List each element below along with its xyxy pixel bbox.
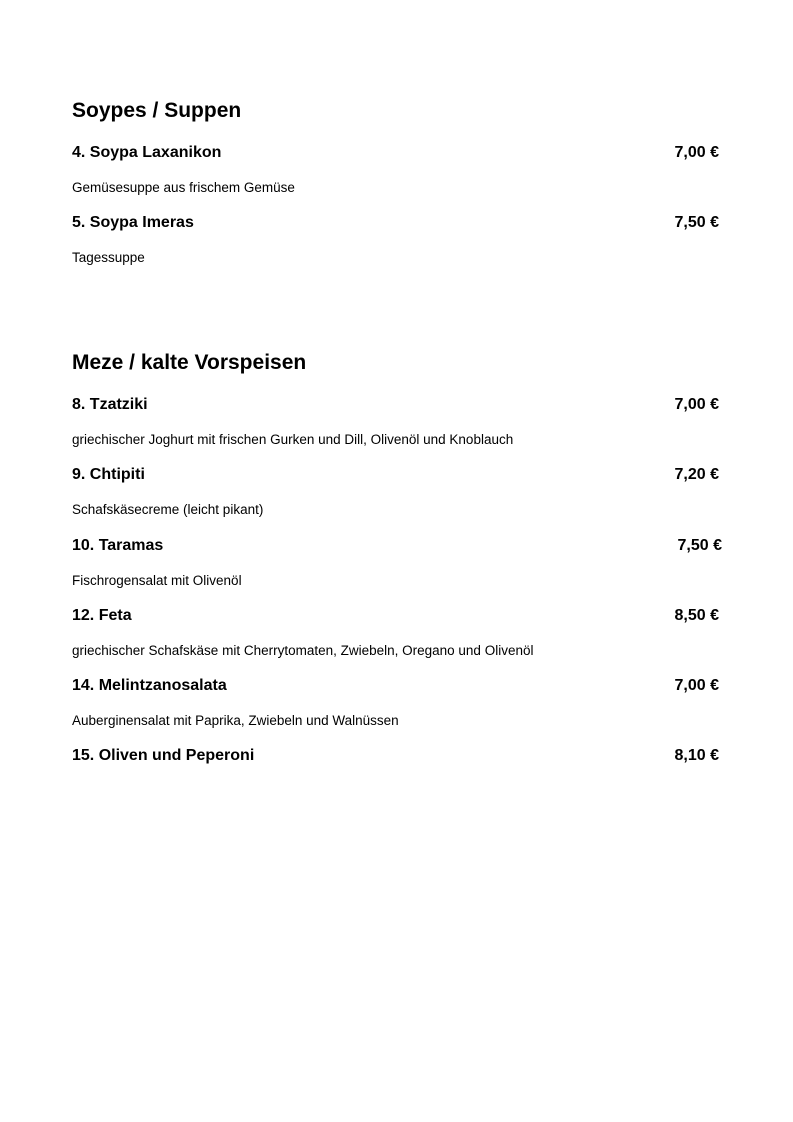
item-description: griechischer Joghurt mit frischen Gurken und Dill, Olivenöl und Knoblauch	[72, 432, 514, 447]
section-title-soups: Soypes / Suppen	[72, 99, 242, 122]
item-price: 7,00 €	[674, 677, 719, 694]
item-name: 15. Oliven und Peperoni	[72, 747, 255, 764]
menu-item-feta	[72, 605, 719, 627]
menu-item-chtipiti	[72, 464, 719, 486]
item-description: Auberginensalat mit Paprika, Zwiebeln und Walnüssen	[72, 713, 399, 728]
item-price: 7,00 €	[674, 144, 719, 161]
menu-item-soypa-imeras	[72, 212, 719, 234]
menu-item-tzatziki	[72, 394, 719, 416]
item-description: Schafskäsecreme (leicht pikant)	[72, 502, 264, 517]
item-name: 12. Feta	[72, 607, 132, 624]
item-name: 8. Tzatziki	[72, 396, 148, 413]
section-title-cold-starters: Meze / kalte Vorspeisen	[72, 351, 307, 374]
item-name: 5. Soypa Imeras	[72, 214, 194, 231]
item-description: griechischer Schafskäse mit Cherrytomaten, Zwiebeln, Oregano und Olivenöl	[72, 643, 534, 658]
item-price: 7,20 €	[674, 466, 719, 483]
item-name: 4. Soypa Laxanikon	[72, 144, 222, 161]
item-price: 7,50 €	[677, 537, 722, 554]
item-price: 7,50 €	[674, 214, 719, 231]
item-price: 7,00 €	[674, 396, 719, 413]
item-description: Fischrogensalat mit Olivenöl	[72, 573, 242, 588]
item-name: 9. Chtipiti	[72, 466, 145, 483]
menu-item-melintzanosalata	[72, 675, 719, 697]
menu-item-soypa-laxanikon	[72, 142, 719, 164]
menu-item-oliven-peperoni	[72, 745, 719, 767]
item-name: 14. Melintzanosalata	[72, 677, 227, 694]
item-description: Tagessuppe	[72, 250, 145, 265]
item-price: 8,10 €	[674, 747, 719, 764]
item-price: 8,50 €	[674, 607, 719, 624]
menu-item-taramas	[72, 535, 722, 557]
item-name: 10. Taramas	[72, 537, 164, 554]
item-description: Gemüsesuppe aus frischem Gemüse	[72, 180, 295, 195]
